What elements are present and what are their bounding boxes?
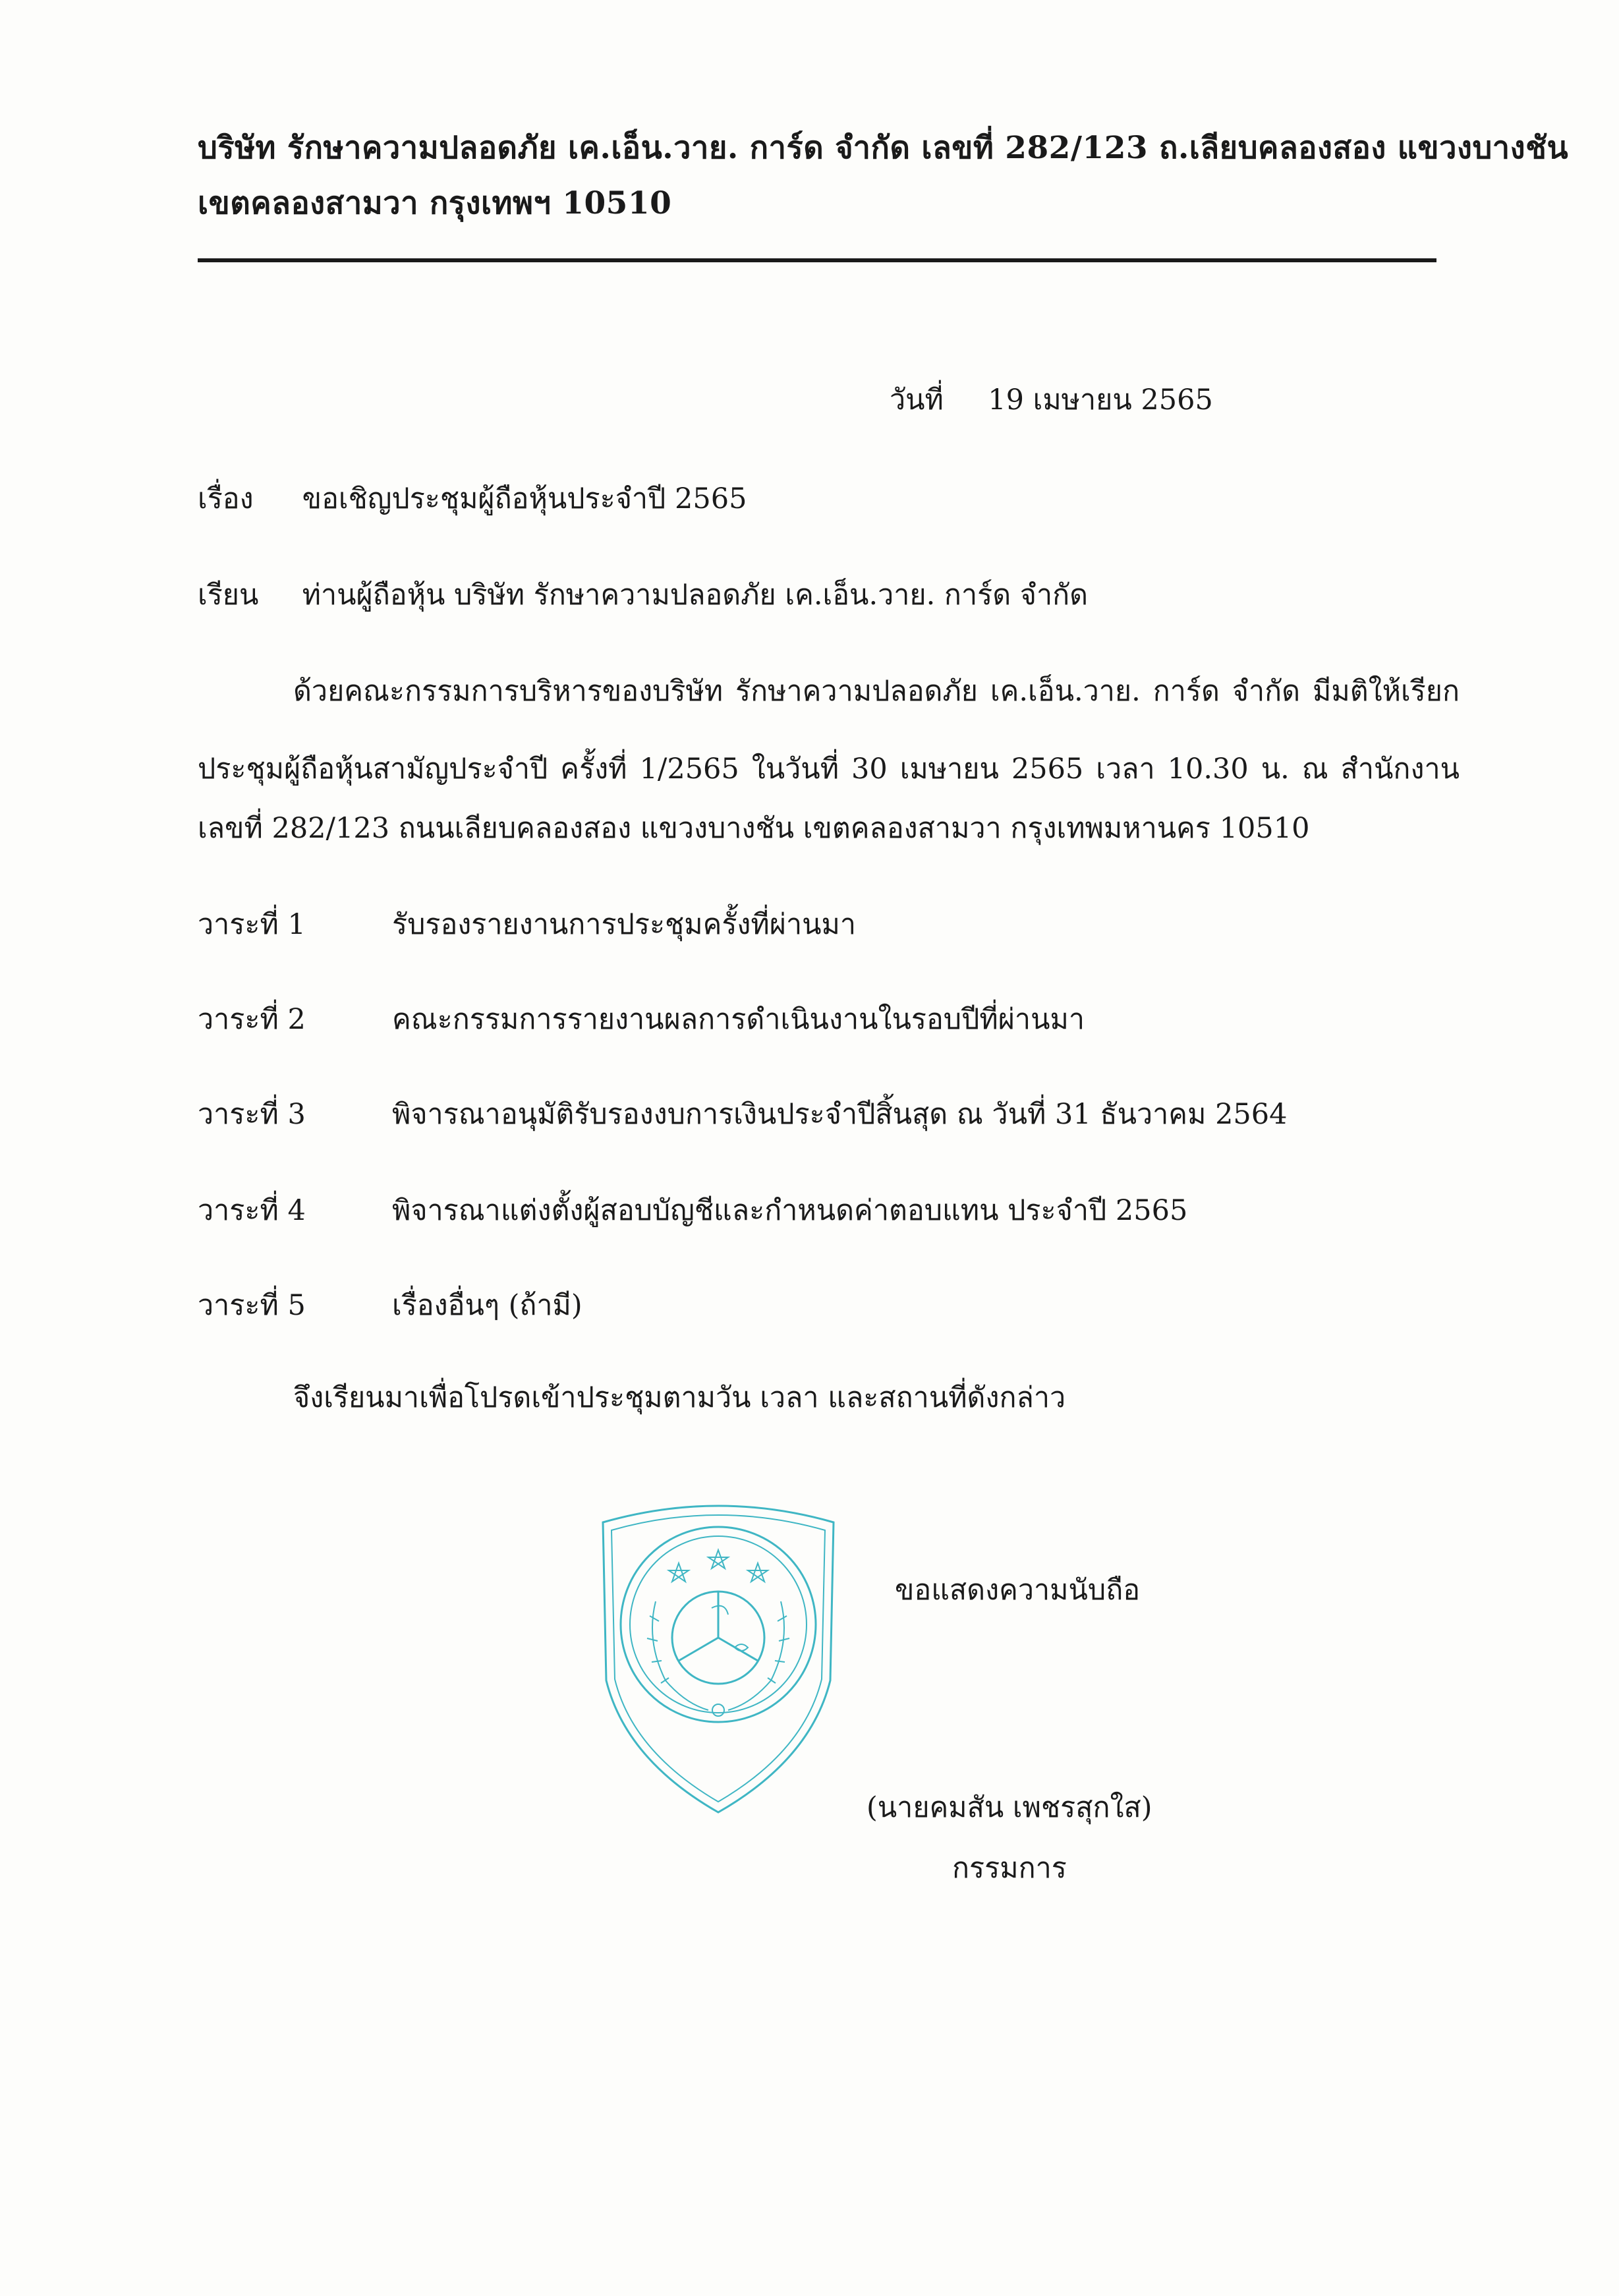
closing-sentence: จึงเรียนมาเพื่อโปรดเข้าประชุมตามวัน เวลา และสถานที่ดังกล่าว — [293, 1381, 1066, 1414]
date-line — [890, 377, 1213, 422]
agenda-label: วาระที่ 4 — [198, 1194, 306, 1227]
agenda-text: พิจารณาอนุมัติรับรองงบการเงินประจำปีสิ้นสุด ณ วันที่ 31 ธันวาคม 2564 — [392, 1098, 1288, 1131]
agenda-label: วาระที่ 5 — [198, 1289, 306, 1322]
body-paragraph — [198, 652, 1460, 808]
date-value: 19 เมษายน 2565 — [988, 384, 1213, 416]
date-label: วันที่ — [890, 384, 944, 416]
subject-label: เรื่อง — [198, 482, 254, 515]
agenda-text: เรื่องอื่นๆ (ถ้ามี) — [392, 1289, 582, 1322]
body-line-2: ประชุมผู้ถือหุ้นสามัญประจำปี ครั้งที่ 1/2565 ในวันที่ 30 เมษายน 2565 เวลา 10.30 น. ณ สำนักงาน — [198, 753, 1460, 786]
signatory-name: (นายคมสัน เพชรสุกใส) — [866, 1791, 1152, 1824]
agenda-text: รับรองรายงานการประชุมครั้งที่ผ่านมา — [392, 908, 856, 941]
recipient-line — [198, 572, 1088, 617]
agenda-text: คณะกรรมการรายงานผลการดำเนินงานในรอบปีที่ผ่านมา — [392, 1003, 1085, 1036]
recipient-label: เรียน — [198, 579, 259, 612]
body-line-3: เลขที่ 282/123 ถนนเลียบคลองสอง แขวงบางชัน เขตคลองสามวา กรุงเทพมหานคร 10510 — [198, 812, 1310, 845]
letterhead-line-2: เขตคลองสามวา กรุงเทพฯ 10510 — [198, 185, 672, 221]
body-line-1: ด้วยคณะกรรมการบริหารของบริษัท รักษาความปลอดภัย เค.เอ็น.วาย. การ์ด จำกัด มีมติให้เรียก — [293, 675, 1460, 708]
letterhead-line-1: บริษัท รักษาความปลอดภัย เค.เอ็น.วาย. การ์ด จำกัด เลขที่ 282/123 ถ.เลียบคลองสอง แขวงบางชัน — [198, 130, 1569, 166]
agenda-label: วาระที่ 2 — [198, 1003, 306, 1036]
company-seal-icon — [593, 1483, 843, 1819]
agenda-label: วาระที่ 1 — [198, 908, 306, 941]
agenda-label: วาระที่ 3 — [198, 1098, 306, 1131]
subject-value: ขอเชิญประชุมผู้ถือหุ้นประจำปี 2565 — [302, 482, 747, 515]
signatory-title: กรรมการ — [952, 1852, 1067, 1885]
recipient-value: ท่านผู้ถือหุ้น บริษัท รักษาความปลอดภัย เค.เอ็น.วาย. การ์ด จำกัด — [302, 579, 1089, 612]
subject-line — [198, 476, 747, 521]
header-divider — [198, 258, 1436, 262]
signoff-regards: ขอแสดงความนับถือ — [895, 1574, 1141, 1607]
agenda-text: พิจารณาแต่งตั้งผู้สอบบัญชีและกำหนดค่าตอบแทน ประจำปี 2565 — [392, 1194, 1188, 1227]
